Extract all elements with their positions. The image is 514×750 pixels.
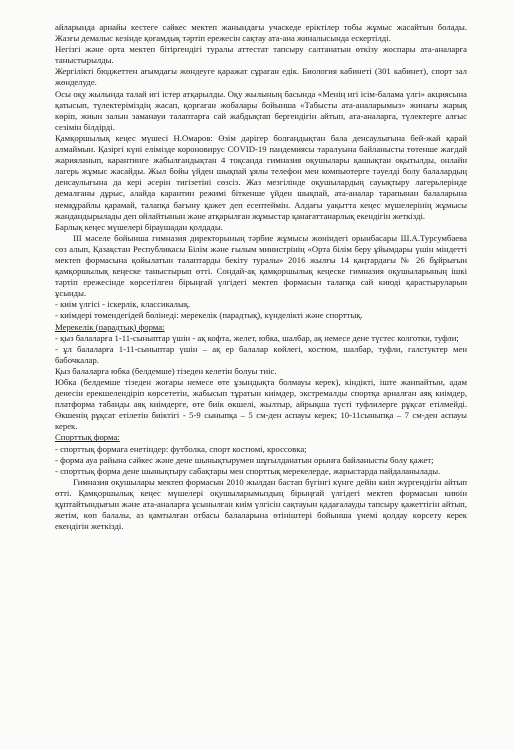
list-item-sports-items: - спорттық формаға енетіндер: футболка, спорт костюмі, кроссовка; bbox=[55, 443, 307, 454]
list-item-sports-usage: - спорттық форма дене шынықтыру сабақтары мен спорттық мерекелерде, жарыстарда пайдаланылады. bbox=[55, 465, 441, 476]
paragraph-uniform-order: ІІІ мәселе бойынша гимназия директорының тәрбие жұмысы жөніндегі орынбасары Ш.А.Турсумбаева сөз алып, Қазақстан Республикасы Білім және ғылым министрінің «Орта білім беру ұйымдары үшін міндетті мектеп формасына қойылатын талаптарды бекіту туралы» 2016 жылғы 14 қаңтардағы № 26 бұйрығын қамқоршылық кеңеске таныстырып өтті. Сондай-ақ қамқоршылық кеңеске гимназия оқушыларының ішкі тәртіп ережесінде көрсетілген бірыңғай үлгідегі мектеп формасын талапқа сай киюді қарастыруларын ұсынды. bbox=[55, 232, 467, 299]
paragraph-prohibited-items: Юбка (белдемше тізеден жоғары немесе өте ұзындықта болмауы керек), кіндікті, іште жанпайтын, адам денесін ерекшелендіріп көрсететін, жабысып тұратын киімдер, экстремалды спортқа арналған аяқ киімдер, платформа табанды аяқ киімдерге, өте биік өкшелі, жылтыр, айрықша түсті туфлилерге рұқсат етілмейді. Өкшенің рұқсат етілетін биіктігі - 5-9 сыныпқа – 5 см-ден аспауы керек; 10-11сыныпқа – 7 см-ден аспауы керек. bbox=[55, 377, 467, 432]
paragraph-skirt-length: Қыз балаларға юбка (белдемше) тізеден келетін болуы тиіс. bbox=[55, 365, 277, 376]
list-item-girls-uniform: - қыз балаларға 1-11-сыныптар үшін - ақ кофта, желет, юбка, шалбар, ақ немесе дене түстес колготки, туфли; bbox=[55, 332, 459, 343]
paragraph-unanimous-support: Барлық кеңес мүшелері біраушадан қолдады. bbox=[55, 221, 223, 232]
list-item-boys-uniform: - ұл балаларға 1-11-сыныптар үшін – ақ ер балалар көйлегі, костюм, шалбар, туфли, галстуктер мен бабочкалар. bbox=[55, 343, 467, 365]
paragraph-budget-repair: Жергіліктi бюджеттен ағымдағы жөндеуге қаражат сұраған едік. Биология кабинеті (301 кабинет), спорт зал жөнделуде. bbox=[55, 66, 467, 88]
paragraph-omarov-speech: Қамқоршылық кеңес мүшесі Н.Омаров: Өзім дәрігер болғандықтан бала денсаулығына бей-жай қарай алмаймын. Қазіргі күні елімізде короновирус COVID-19 пандемиясы таралуына байланысты төтенше жағдай жарияланып, карантинге жабылғандықтан 4 тоқсанда гимназия оқушылары қашықтан оқытылды, онлайн лагерь жұмыс жасайды. Жыл бойы үйден шықпай ұялы телефон мен компьютерге тәуелді болу балалардың денсаулығына да кері әсерін тигізетіні сөзсіз. Жаз мезгілінде оқушылардың сауықтыру лагерьлерінде демалғаны дұрыс, алайда карантин режимі біткенше үйден шықпай, ата-аналар тарапынан балаларына немқұрайлы қарамай, талапқа бағыну қажет деп есептеймін. Алдағы уақытта кеңес мүшелерінің жұмысы жандандырылады деп ойлайтынын және атқарылған жұмыстар қанағаттанарлық екендігін жеткізді. bbox=[55, 132, 467, 221]
list-item-clothing-types: - киімдері төмендегідей бөлінеді: мерекелік (парадтық), күнделікті және спорттық. bbox=[55, 310, 363, 321]
list-item-sports-weather: - форма ауа райына сәйкес және дене шынықтырумен шұғылданатын орынға байланысты болу қажет; bbox=[55, 454, 434, 465]
heading-festive-uniform: Мерекелік (парадтық) форма: bbox=[55, 321, 165, 332]
paragraph-attestat-ceremony: Негізгі және орта мектеп бітіргендігі туралы аттестат тапсыру салтанатын өткізу жоспары ата-аналарға таныстырылды. bbox=[55, 44, 467, 66]
paragraph-good-deeds: Осы оқу жылында талай игі істер атқарылды. Оқу жылының басында «Менің игі ісім-балама үлгі» акциясына қатысып, түлектеріміздің жасап, қорғаған жобалары бойынша «Табысты ата-аналарымыз» жинағы жарық көріп, жиын залын заманауи талаптарға сай жабдықтап бергендігін айтып, ата-аналарға, түлектерге алғыс сезімін білдірді. bbox=[55, 88, 467, 132]
document-body bbox=[55, 22, 467, 532]
list-item-clothing-style: - киім үлгісі - іскерлік, классикалық. bbox=[55, 299, 191, 310]
paragraph-volunteer-group: айларында арнайы кестеге сәйкес мектеп жанындағы учаскеде еріктілер тобы жұмыс жасайтын болады. Жазғы демалыс кезінде қоғамдық тәртіп ережесін сақтау ата-ана жиналысында ескертілді. bbox=[55, 22, 467, 44]
paragraph-conclusion: Гимназия оқушылары мектеп формасын 2010 жылдан бастап бүгінгі күнге дейін киіп жүргендігін айтып өтті. Қамқоршылық кеңес мүшелері оқушыларымыздың бірыңғай үлгідегі мектеп формасын киюін құптайтындығын және ата-аналарға ұсынылған киім үлгісін сақтауын қадағалауды тапсыру қажеттігін айтып, жетім, көп балалы, аз қамтылған отбасы балаларына өтініштері бойынша үнемі қолдау көрсету керек екендігін жеткізді. bbox=[55, 476, 467, 532]
heading-sports-uniform: Спорттық форма: bbox=[55, 432, 120, 443]
